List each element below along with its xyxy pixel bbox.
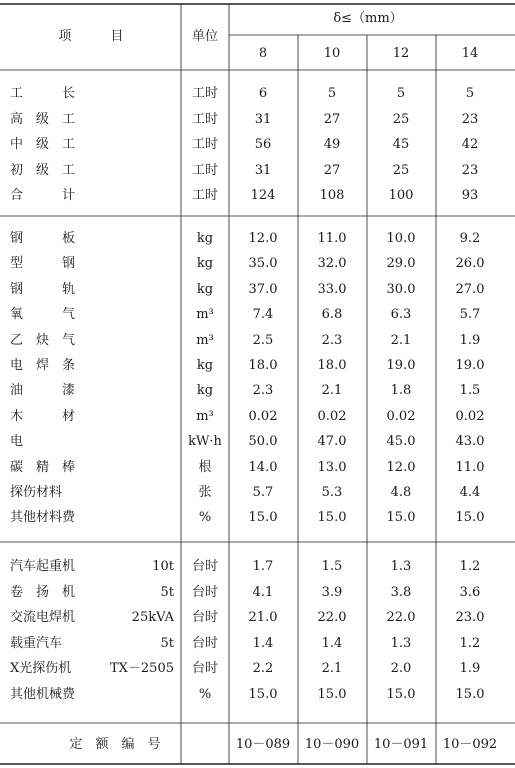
labor-row-name: 工 长 bbox=[10, 86, 76, 101]
materials-row-value: 12.0 bbox=[248, 231, 278, 246]
labor-row-value: 31 bbox=[254, 162, 272, 178]
machinery-row-name: 交流电焊机 bbox=[10, 610, 76, 626]
labor-row-value: 5 bbox=[465, 86, 475, 101]
machinery-row-spec: 5t bbox=[160, 635, 174, 651]
labor-row-value: 45 bbox=[392, 137, 410, 152]
header-item: 项 目 bbox=[58, 29, 124, 44]
labor-row-name: 初 级 工 bbox=[10, 162, 76, 178]
materials-row-value: 32.0 bbox=[317, 256, 347, 272]
labor-row-unit: 工时 bbox=[191, 188, 219, 203]
labor-row-value: 25 bbox=[392, 162, 410, 178]
machinery-row-value: 3.9 bbox=[321, 584, 343, 600]
labor-row-value: 42 bbox=[461, 137, 479, 152]
materials-row-name: 氧 气 bbox=[10, 307, 76, 323]
machinery-row-value: 15.0 bbox=[317, 687, 347, 702]
materials-row-unit: kg bbox=[196, 358, 214, 373]
materials-row-value: 0.02 bbox=[455, 408, 485, 424]
machinery-row-value: 1.4 bbox=[321, 635, 343, 651]
materials-row-unit: kg bbox=[196, 256, 214, 272]
materials-row-unit: m³ bbox=[196, 307, 214, 323]
labor-row-value: 27 bbox=[323, 162, 341, 178]
materials-row-value: 6.3 bbox=[390, 307, 412, 323]
labor-row-value: 5 bbox=[396, 86, 406, 101]
labor-row-value: 27 bbox=[323, 111, 341, 127]
machinery-row-value: 1.4 bbox=[252, 635, 274, 651]
machinery-row-value: 2.0 bbox=[390, 661, 412, 677]
materials-row-unit: kg bbox=[196, 383, 214, 399]
labor-row-value: 124 bbox=[250, 188, 276, 203]
machinery-row-spec: 25kVA bbox=[131, 610, 174, 626]
materials-row-value: 19.0 bbox=[455, 358, 485, 373]
materials-row-value: 5.3 bbox=[321, 485, 343, 500]
labor-row-value: 31 bbox=[254, 111, 272, 127]
machinery-row-unit: 台时 bbox=[191, 584, 219, 600]
materials-row-unit: 根 bbox=[198, 459, 212, 475]
machinery-row-value: 3.8 bbox=[390, 584, 412, 600]
labor-row-unit: 工时 bbox=[191, 111, 219, 127]
machinery-row-value: 3.6 bbox=[459, 584, 481, 600]
materials-row-value: 45.0 bbox=[386, 434, 416, 450]
machinery-row-value: 23.0 bbox=[455, 610, 485, 626]
machinery-row-unit: % bbox=[198, 687, 212, 702]
materials-row-value: 9.2 bbox=[459, 231, 481, 246]
machinery-row-value: 22.0 bbox=[386, 610, 416, 626]
materials-row-value: 11.0 bbox=[455, 459, 485, 475]
header-unit: 单位 bbox=[191, 29, 219, 44]
materials-row-value: 5.7 bbox=[252, 485, 274, 500]
footer-label: 定 额 编 号 bbox=[69, 737, 161, 752]
machinery-row-name: 其他机械费 bbox=[10, 687, 76, 702]
labor-row-name: 高 级 工 bbox=[10, 111, 76, 127]
footer-code-1: 10－089 bbox=[235, 737, 291, 752]
footer-code-3: 10－091 bbox=[373, 737, 429, 752]
labor-row-unit: 工时 bbox=[191, 86, 219, 101]
labor-row-unit: 工时 bbox=[191, 162, 219, 178]
machinery-row-spec: 5t bbox=[160, 584, 174, 600]
materials-row-value: 4.8 bbox=[390, 485, 412, 500]
materials-row-value: 5.7 bbox=[459, 307, 481, 323]
materials-row-name: 型 钢 bbox=[10, 256, 76, 272]
materials-row-value: 35.0 bbox=[248, 256, 278, 272]
materials-row-value: 15.0 bbox=[248, 510, 278, 526]
labor-row-value: 6 bbox=[258, 86, 268, 101]
machinery-row-value: 1.2 bbox=[459, 635, 481, 651]
materials-row-name: 碳 精 棒 bbox=[10, 459, 76, 475]
machinery-row-value: 1.7 bbox=[252, 559, 274, 574]
materials-row-value: 0.02 bbox=[317, 408, 347, 424]
materials-row-value: 6.8 bbox=[321, 307, 343, 323]
materials-row-value: 19.0 bbox=[386, 358, 416, 373]
materials-row-unit: kW·h bbox=[188, 434, 222, 450]
materials-row-unit: m³ bbox=[196, 408, 214, 424]
labor-row-unit: 工时 bbox=[191, 137, 219, 152]
machinery-row-name: 载重汽车 bbox=[10, 635, 63, 651]
materials-row-unit: kg bbox=[196, 281, 214, 297]
machinery-row-value: 15.0 bbox=[455, 687, 485, 702]
header-thickness-10: 10 bbox=[323, 46, 341, 61]
machinery-row-name: 卷 扬 机 bbox=[10, 584, 76, 600]
materials-row-value: 15.0 bbox=[455, 510, 485, 526]
machinery-row-unit: 台时 bbox=[191, 610, 219, 626]
machinery-row-value: 15.0 bbox=[386, 687, 416, 702]
materials-row-unit: m³ bbox=[196, 332, 214, 348]
machinery-row-value: 2.2 bbox=[252, 661, 274, 677]
materials-row-name: 乙 炔 气 bbox=[10, 332, 76, 348]
materials-row-value: 1.9 bbox=[459, 332, 481, 348]
materials-row-value: 4.4 bbox=[459, 485, 481, 500]
materials-row-value: 1.8 bbox=[390, 383, 412, 399]
header-thickness-12: 12 bbox=[392, 46, 410, 61]
materials-row-value: 29.0 bbox=[386, 256, 416, 272]
machinery-row-spec: TX－2505 bbox=[109, 661, 174, 677]
materials-row-name: 探伤材料 bbox=[10, 485, 63, 500]
machinery-row-unit: 台时 bbox=[191, 635, 219, 651]
materials-row-name: 钢 轨 bbox=[10, 281, 76, 297]
materials-row-name: 油 漆 bbox=[10, 383, 76, 399]
machinery-row-value: 15.0 bbox=[248, 687, 278, 702]
materials-row-value: 26.0 bbox=[455, 256, 485, 272]
machinery-row-name: 汽车起重机 bbox=[10, 559, 76, 574]
footer-code-2: 10－090 bbox=[304, 737, 360, 752]
machinery-row-name: X光探伤机 bbox=[10, 661, 72, 677]
labor-row-value: 49 bbox=[323, 137, 341, 152]
machinery-row-value: 1.9 bbox=[459, 661, 481, 677]
materials-row-value: 15.0 bbox=[317, 510, 347, 526]
materials-row-name: 其他材料费 bbox=[10, 510, 76, 526]
header-delta: δ≤（mm） bbox=[333, 11, 403, 26]
labor-row-value: 5 bbox=[327, 86, 337, 101]
materials-row-value: 43.0 bbox=[455, 434, 485, 450]
materials-row-value: 18.0 bbox=[317, 358, 347, 373]
machinery-row-value: 1.5 bbox=[321, 559, 343, 574]
materials-row-value: 2.1 bbox=[321, 383, 343, 399]
materials-row-value: 33.0 bbox=[317, 281, 347, 297]
materials-row-value: 50.0 bbox=[248, 434, 278, 450]
materials-row-value: 2.3 bbox=[252, 383, 274, 399]
machinery-row-value: 21.0 bbox=[248, 610, 278, 626]
materials-row-value: 37.0 bbox=[248, 281, 278, 297]
materials-row-name: 钢 板 bbox=[10, 231, 76, 246]
materials-row-value: 15.0 bbox=[386, 510, 416, 526]
labor-row-value: 108 bbox=[319, 188, 345, 203]
labor-row-value: 25 bbox=[392, 111, 410, 127]
machinery-row-value: 1.2 bbox=[459, 559, 481, 574]
materials-row-value: 13.0 bbox=[317, 459, 347, 475]
materials-row-value: 2.5 bbox=[252, 332, 274, 348]
labor-row-value: 23 bbox=[461, 111, 479, 127]
materials-row-value: 11.0 bbox=[317, 231, 347, 246]
materials-row-value: 1.5 bbox=[459, 383, 481, 399]
materials-row-value: 0.02 bbox=[386, 408, 416, 424]
machinery-row-value: 4.1 bbox=[252, 584, 274, 600]
materials-row-name: 电 焊 条 bbox=[10, 358, 76, 373]
labor-row-value: 56 bbox=[254, 137, 272, 152]
labor-row-value: 93 bbox=[461, 188, 479, 203]
machinery-row-spec: 10t bbox=[152, 559, 174, 574]
machinery-row-unit: 台时 bbox=[191, 661, 219, 677]
materials-row-value: 47.0 bbox=[317, 434, 347, 450]
header-thickness-8: 8 bbox=[258, 46, 268, 61]
materials-row-name: 木 材 bbox=[10, 408, 76, 424]
materials-row-value: 2.1 bbox=[390, 332, 412, 348]
materials-row-value: 2.3 bbox=[321, 332, 343, 348]
materials-row-value: 27.0 bbox=[455, 281, 485, 297]
footer-code-4: 10－092 bbox=[442, 737, 498, 752]
materials-row-value: 10.0 bbox=[386, 231, 416, 246]
machinery-row-value: 1.3 bbox=[390, 635, 412, 651]
materials-row-unit: 张 bbox=[198, 485, 212, 500]
labor-row-name: 中 级 工 bbox=[10, 137, 76, 152]
labor-row-name: 合 计 bbox=[10, 188, 76, 203]
machinery-row-value: 1.3 bbox=[390, 559, 412, 574]
materials-row-value: 30.0 bbox=[386, 281, 416, 297]
materials-row-unit: % bbox=[198, 510, 212, 526]
machinery-row-value: 2.1 bbox=[321, 661, 343, 677]
materials-row-name: 电 bbox=[10, 434, 24, 450]
machinery-row-unit: 台时 bbox=[191, 559, 219, 574]
materials-row-unit: kg bbox=[196, 231, 214, 246]
materials-row-value: 14.0 bbox=[248, 459, 278, 475]
materials-row-value: 7.4 bbox=[252, 307, 274, 323]
materials-row-value: 12.0 bbox=[386, 459, 416, 475]
machinery-row-value: 22.0 bbox=[317, 610, 347, 626]
materials-row-value: 18.0 bbox=[248, 358, 278, 373]
header-thickness-14: 14 bbox=[461, 46, 479, 61]
labor-row-value: 100 bbox=[388, 188, 414, 203]
labor-row-value: 23 bbox=[461, 162, 479, 178]
materials-row-value: 0.02 bbox=[248, 408, 278, 424]
